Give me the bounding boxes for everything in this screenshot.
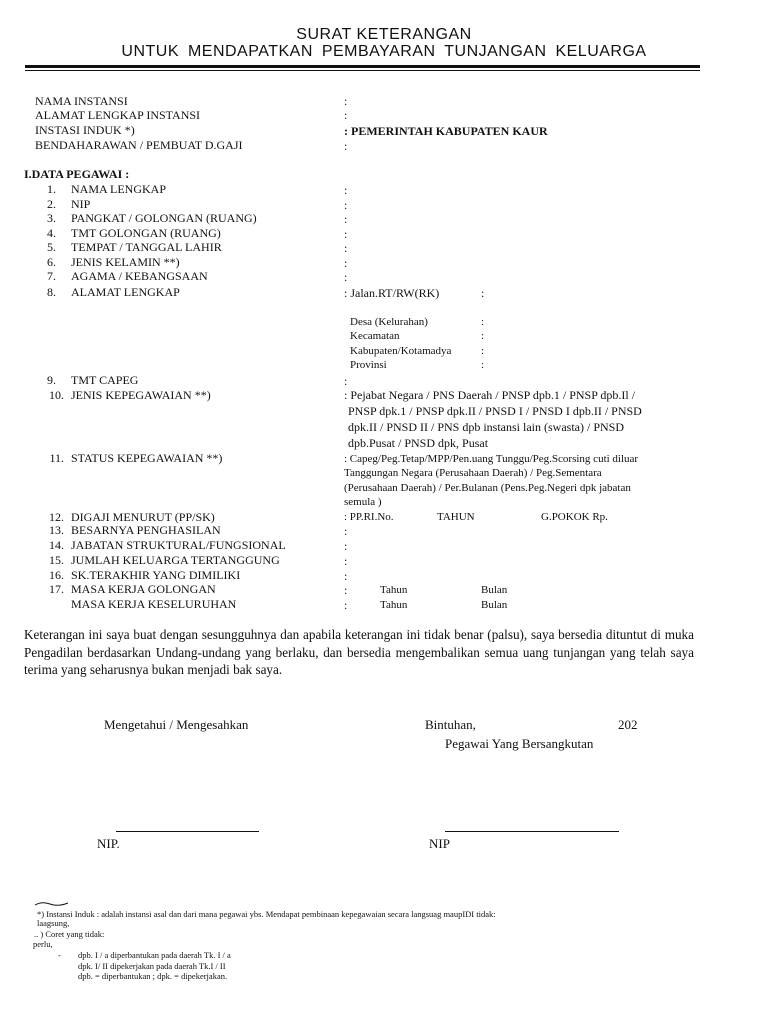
item-number: 1. — [47, 182, 56, 196]
jenis-kepegawaian-line: dpk.II / PNSD II / PNS dpb instansi lain (swasta) / PNSD — [348, 420, 625, 434]
item-number: 10. — [49, 388, 64, 402]
section-title: I.DATA PEGAWAI : — [24, 167, 130, 181]
item-label: SK.TERAKHIR YANG DIMILIKI — [71, 568, 241, 582]
item-label: AGAMA / KEBANGSAAN — [71, 269, 208, 283]
item-value: : — [344, 183, 348, 197]
bendaharawan-value: : — [344, 139, 348, 153]
item-number: 14. — [49, 538, 64, 552]
item-label: STATUS KEPEGAWAIAN **) — [71, 451, 223, 465]
address-colon: : — [481, 345, 485, 357]
item-value: : — [344, 569, 348, 583]
document-subtitle: UNTUK MENDAPATKAN PEMBAYARAN TUNJANGAN KELUARGA — [121, 43, 647, 60]
item-number: 16. — [49, 568, 64, 582]
bulan-label: Bulan — [481, 599, 508, 611]
instansi-address-label: ALAMAT LENGKAP INSTANSI — [35, 108, 201, 122]
item-value: : — [344, 212, 348, 226]
item-number: 12. — [49, 510, 64, 524]
address-label: Provinsi — [350, 359, 387, 371]
document-title: SURAT KETERANGAN — [296, 26, 472, 43]
item-label: NAMA LENGKAP — [71, 182, 167, 196]
header-rule-thick — [25, 65, 700, 68]
item-label: JABATAN STRUKTURAL/FUNGSIONAL — [71, 538, 286, 552]
bulan-label: Bulan — [481, 584, 508, 596]
tahun-label: Tahun — [380, 599, 408, 611]
item-number: 2. — [47, 197, 56, 211]
item-label: TMT GOLONGAN (RUANG) — [71, 226, 221, 240]
address-colon: : — [481, 286, 485, 300]
footnote-dash: - — [58, 950, 61, 960]
jenis-kepegawaian-line: dpb.Pusat / PNSD dpk, Pusat — [348, 436, 489, 450]
status-kepegawaian-line: : Capeg/Peg.Tetap/MPP/Pen.uang Tunggu/Peg.Scorsing cuti diluar — [344, 453, 639, 465]
left-signature-line — [116, 831, 259, 832]
item-number: 9. — [47, 373, 56, 387]
address-label: Desa (Kelurahan) — [350, 316, 428, 328]
right-nip-label: NIP — [429, 836, 450, 851]
status-kepegawaian-line: semula ) — [344, 496, 382, 508]
statement-paragraph: Keterangan ini saya buat dengan sesungguhnya dan apabila keterangan ini tidak benar (palsu), saya bersedia dituntut di muka Pengadilan berdasarkan Undang-undang yang berlaku, dan bersedia mengembalikan semua uang tunjangan yang telah saya terima yang seharusnya bukan menjadi bak saya. — [24, 627, 694, 678]
footnote-line: laagsung, — [37, 918, 70, 928]
pp-ri-no: : PP.RI.No. — [344, 511, 394, 523]
item-value: : Jalan.RT/RW(RK) — [344, 286, 440, 300]
item-value: : — [344, 227, 348, 241]
item-number: 3. — [47, 211, 56, 225]
item-value: : — [344, 598, 348, 612]
right-signature-title: Pegawai Yang Bersangkutan — [445, 736, 594, 751]
gaji-pokok-label: G.POKOK Rp. — [541, 511, 608, 523]
signature-place: Bintuhan, — [425, 717, 476, 732]
item-label: JUMLAH KELUARGA TERTANGGUNG — [71, 553, 280, 567]
footnote-line: perlu, — [33, 939, 53, 949]
item-number: 15. — [49, 553, 64, 567]
item-number: 13. — [49, 523, 64, 537]
item-label: JENIS KELAMIN **) — [71, 255, 180, 269]
item-label: JENIS KEPEGAWAIAN **) — [71, 388, 211, 402]
item-value: : — [344, 524, 348, 538]
item-value: : — [344, 374, 348, 388]
item-value: : — [344, 241, 348, 255]
jenis-kepegawaian-line: : Pejabat Negara / PNS Daerah / PNSP dpb.1 / PNSP dpb.Il / — [344, 388, 636, 402]
footnote-line: dpb. = diperbantukan ; dpk. = dipekerjakan. — [78, 971, 228, 981]
jenis-kepegawaian-line: PNSP dpk.1 / PNSP dpk.II / PNSD I / PNSD I dpb.II / PNSD — [348, 404, 642, 418]
item-label: NIP — [71, 197, 91, 211]
tahun-label: Tahun — [380, 584, 408, 596]
address-label: Kabupaten/Kotamadya — [350, 345, 452, 357]
instansi-induk-value: : PEMERINTAH KABUPATEN KAUR — [344, 124, 548, 138]
item-value: : — [344, 270, 348, 284]
item-number: 7. — [47, 269, 56, 283]
item-label: PANGKAT / GOLONGAN (RUANG) — [71, 211, 257, 225]
signature-year: 202 — [618, 717, 638, 732]
footnote-line: .. ) Coret yang tidak: — [34, 929, 105, 939]
item-label: MASA KERJA GOLONGAN — [71, 582, 216, 596]
address-colon: : — [481, 316, 485, 328]
item-label: MASA KERJA KESELURUHAN — [71, 597, 237, 611]
item-value: : — [344, 554, 348, 568]
instansi-address-value: : — [344, 108, 348, 122]
item-label: TMT CAPEG — [71, 373, 139, 387]
instansi-name-value: : — [344, 94, 348, 108]
item-number: 17. — [49, 582, 64, 596]
bendaharawan-label: BENDAHARAWAN / PEMBUAT D.GAJI — [35, 138, 243, 152]
item-value: : — [344, 583, 348, 597]
footnote-line: dpk. I/ II dipekerjakan pada daerah Tk.I / II — [78, 961, 226, 971]
footnote-separator — [34, 900, 70, 908]
item-number: 11. — [49, 451, 64, 465]
address-colon: : — [481, 359, 485, 371]
status-kepegawaian-line: (Perusahaan Daerah) / Per.Bulanan (Pens.Peg.Negeri dpk jabatan — [344, 482, 631, 494]
item-value: : — [344, 198, 348, 212]
right-signature-line — [445, 831, 619, 832]
instansi-induk-label: INSTASI INDUK *) — [35, 123, 135, 137]
address-colon: : — [481, 330, 485, 342]
item-number: 8. — [47, 285, 56, 299]
item-label: TEMPAT / TANGGAL LAHIR — [71, 240, 222, 254]
item-label: BESARNYA PENGHASILAN — [71, 523, 221, 537]
item-label: DIGAJI MENURUT (PP/SK) — [71, 510, 215, 524]
status-kepegawaian-line: Tanggungan Negara (Perusahaan Daerah) / Peg.Sementara — [344, 467, 602, 479]
instansi-name-label: NAMA INSTANSI — [35, 94, 128, 108]
item-value: : — [344, 256, 348, 270]
item-number: 5. — [47, 240, 56, 254]
item-label: ALAMAT LENGKAP — [71, 285, 180, 299]
left-nip-label: NIP. — [97, 836, 120, 851]
header-rule-thin — [25, 70, 700, 71]
footnote-line: *) Instansi Induk : adalah instansi asal dan dari mana pegawai ybs. Mendapat pembinaan kepegawaian secara langsuag maupIDI tidak: — [37, 909, 496, 919]
item-value: : — [344, 539, 348, 553]
left-signature-title: Mengetahui / Mengesahkan — [104, 717, 249, 732]
item-number: 4. — [47, 226, 56, 240]
item-number: 6. — [47, 255, 56, 269]
footnote-line: dpb. I / a diperbantukan pada daerah Tk. I / a — [78, 950, 231, 960]
tahun-label: TAHUN — [437, 511, 475, 523]
address-label: Kecamatan — [350, 330, 400, 342]
